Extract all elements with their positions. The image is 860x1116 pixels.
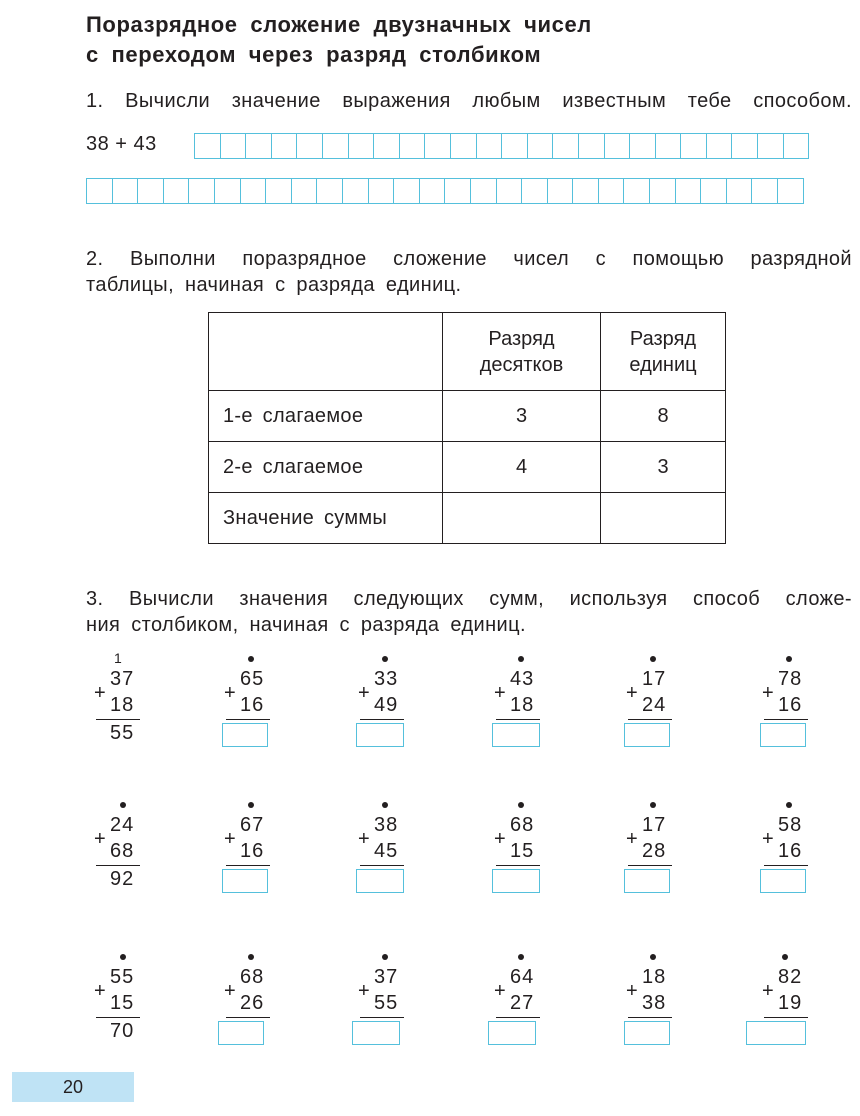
answer-box[interactable]	[760, 723, 806, 747]
sum-line	[360, 1017, 404, 1018]
answer-box[interactable]	[218, 1021, 264, 1045]
addition-problem	[222, 954, 312, 1064]
plus-sign: +	[224, 980, 236, 1002]
grid-cell[interactable]	[400, 134, 426, 158]
plus-sign: +	[494, 682, 506, 704]
sum-line	[764, 1017, 808, 1018]
answer-box[interactable]	[356, 723, 404, 747]
plus-sign: +	[358, 980, 370, 1002]
answer-box[interactable]	[624, 1021, 670, 1045]
grid-cell[interactable]	[681, 134, 707, 158]
carry-dot	[786, 802, 792, 808]
grid-cell[interactable]	[394, 179, 420, 203]
first-addend: 18	[642, 966, 667, 988]
answer-box[interactable]	[356, 869, 404, 893]
addition-problem	[492, 802, 582, 912]
carry-dot	[248, 802, 254, 808]
answer-grid-row-1[interactable]	[194, 133, 809, 159]
carry-dot	[248, 656, 254, 662]
row-label: Значение суммы	[209, 493, 443, 544]
grid-cell[interactable]	[445, 179, 471, 203]
grid-cell[interactable]	[420, 179, 446, 203]
answer-box[interactable]	[352, 1021, 400, 1045]
grid-cell[interactable]	[266, 179, 292, 203]
grid-cell[interactable]	[624, 179, 650, 203]
page-title	[86, 10, 846, 70]
grid-cell[interactable]	[676, 179, 702, 203]
carry-dot	[518, 802, 524, 808]
first-addend: 33	[374, 668, 399, 690]
first-addend: 65	[240, 668, 265, 690]
sum-line	[764, 719, 808, 720]
second-addend: 26	[240, 992, 265, 1014]
grid-cell[interactable]	[374, 134, 400, 158]
table-header-units: Разряд единиц	[601, 313, 726, 391]
carry-dot	[382, 656, 388, 662]
grid-cell[interactable]	[732, 134, 758, 158]
grid-cell[interactable]	[292, 179, 318, 203]
second-addend: 16	[240, 694, 265, 716]
grid-cell[interactable]	[784, 134, 810, 158]
addition-problem	[624, 656, 714, 766]
grid-cell[interactable]	[195, 134, 221, 158]
answer-box[interactable]	[222, 723, 268, 747]
addition-problem	[492, 656, 582, 766]
answer-box[interactable]	[624, 723, 670, 747]
table-row	[209, 493, 726, 544]
table-row	[209, 391, 726, 442]
second-addend: 16	[778, 694, 803, 716]
first-addend: 68	[240, 966, 265, 988]
second-addend: 19	[778, 992, 803, 1014]
sum-line	[496, 1017, 540, 1018]
sum-line	[226, 719, 270, 720]
carry-dot	[382, 802, 388, 808]
second-addend: 49	[374, 694, 399, 716]
carry-dot	[650, 656, 656, 662]
carry-dot	[650, 954, 656, 960]
sum-line	[96, 1017, 140, 1018]
task-2-text: 2. Выполни поразрядное сложение чисел с помощью разрядной таблицы, начиная с разряда единиц.	[86, 248, 852, 296]
row-label: 1-е слагаемое	[209, 391, 443, 442]
grid-cell[interactable]	[241, 179, 267, 203]
answer-box[interactable]	[492, 723, 540, 747]
grid-cell[interactable]	[528, 134, 554, 158]
grid-cell[interactable]	[425, 134, 451, 158]
plus-sign: +	[94, 828, 106, 850]
grid-cell[interactable]	[701, 179, 727, 203]
first-addend: 17	[642, 668, 667, 690]
grid-cell[interactable]	[579, 134, 605, 158]
sum-units-cell[interactable]	[601, 493, 726, 544]
grid-cell[interactable]	[246, 134, 272, 158]
answer-box[interactable]	[222, 869, 268, 893]
sum-result: 70	[110, 1020, 135, 1042]
answer-box[interactable]	[488, 1021, 536, 1045]
units-cell: 3	[601, 442, 726, 493]
grid-cell[interactable]	[215, 179, 241, 203]
grid-cell[interactable]	[221, 134, 247, 158]
grid-cell[interactable]	[727, 179, 753, 203]
sum-line	[628, 865, 672, 866]
second-addend: 15	[110, 992, 135, 1014]
addition-problem	[92, 802, 182, 912]
first-addend: 78	[778, 668, 803, 690]
grid-cell[interactable]	[297, 134, 323, 158]
second-addend: 55	[374, 992, 399, 1014]
grid-cell[interactable]	[599, 179, 625, 203]
tens-cell: 3	[443, 391, 601, 442]
grid-cell[interactable]	[451, 134, 477, 158]
sum-tens-cell[interactable]	[443, 493, 601, 544]
second-addend: 68	[110, 840, 135, 862]
grid-cell[interactable]	[317, 179, 343, 203]
plus-sign: +	[224, 682, 236, 704]
addition-problem	[760, 656, 850, 766]
title-line-1: Поразрядное сложение двузначных чисел	[86, 12, 592, 37]
second-addend: 18	[510, 694, 535, 716]
task-1-text: 1. Вычисли значение выражения любым известным тебе способом.	[86, 90, 852, 112]
sum-line	[96, 719, 140, 720]
first-addend: 37	[110, 668, 135, 690]
grid-cell[interactable]	[630, 134, 656, 158]
second-addend: 16	[778, 840, 803, 862]
carry-dot	[120, 802, 126, 808]
grid-cell[interactable]	[605, 134, 631, 158]
addition-problem	[760, 802, 850, 912]
second-addend: 38	[642, 992, 667, 1014]
task-3-text: 3. Вычисли значения следующих сумм, используя способ сложе- ния столбиком, начиная с разряда единиц.	[86, 588, 852, 636]
addition-problem	[356, 954, 446, 1064]
addition-problem	[222, 802, 312, 912]
addition-problem	[624, 954, 714, 1064]
grid-cell[interactable]	[272, 134, 298, 158]
plus-sign: +	[626, 980, 638, 1002]
first-addend: 82	[778, 966, 803, 988]
plus-sign: +	[626, 828, 638, 850]
grid-cell[interactable]	[471, 179, 497, 203]
sum-line	[628, 719, 672, 720]
second-addend: 45	[374, 840, 399, 862]
plus-sign: +	[762, 828, 774, 850]
first-addend: 24	[110, 814, 135, 836]
first-addend: 67	[240, 814, 265, 836]
grid-cell[interactable]	[138, 179, 164, 203]
sum-line	[226, 1017, 270, 1018]
plus-sign: +	[494, 828, 506, 850]
grid-cell[interactable]	[650, 179, 676, 203]
units-cell: 8	[601, 391, 726, 442]
first-addend: 64	[510, 966, 535, 988]
addition-problem	[760, 954, 850, 1064]
first-addend: 38	[374, 814, 399, 836]
page-number: 20	[12, 1072, 134, 1102]
row-label: 2-е слагаемое	[209, 442, 443, 493]
grid-cell[interactable]	[477, 134, 503, 158]
first-addend: 58	[778, 814, 803, 836]
carry-dot	[248, 954, 254, 960]
second-addend: 28	[642, 840, 667, 862]
place-value-table	[208, 312, 726, 544]
addition-problem	[624, 802, 714, 912]
second-addend: 16	[240, 840, 265, 862]
addition-problem	[92, 954, 182, 1064]
sum-line	[496, 719, 540, 720]
grid-cell[interactable]	[87, 179, 113, 203]
grid-cell[interactable]	[369, 179, 395, 203]
grid-cell[interactable]	[707, 134, 733, 158]
answer-box[interactable]	[760, 869, 806, 893]
sum-result: 92	[110, 868, 135, 890]
addition-problem	[222, 656, 312, 766]
grid-cell[interactable]	[548, 179, 574, 203]
second-addend: 18	[110, 694, 135, 716]
carry-dot	[786, 656, 792, 662]
plus-sign: +	[224, 828, 236, 850]
grid-cell[interactable]	[497, 179, 523, 203]
table-row	[209, 442, 726, 493]
first-addend: 43	[510, 668, 535, 690]
grid-cell[interactable]	[343, 179, 369, 203]
carry-dot	[518, 656, 524, 662]
plus-sign: +	[358, 828, 370, 850]
first-addend: 68	[510, 814, 535, 836]
plus-sign: +	[626, 682, 638, 704]
answer-box[interactable]	[492, 869, 540, 893]
tens-cell: 4	[443, 442, 601, 493]
sum-result: 55	[110, 722, 135, 744]
sum-line	[360, 865, 404, 866]
title-line-2: с переходом через разряд столбиком	[86, 42, 542, 67]
carry-dot	[518, 954, 524, 960]
grid-cell[interactable]	[778, 179, 804, 203]
carry-dot	[382, 954, 388, 960]
grid-cell[interactable]	[349, 134, 375, 158]
grid-cell[interactable]	[656, 134, 682, 158]
sum-line	[628, 1017, 672, 1018]
task-1-expression: 38 + 43	[86, 133, 157, 155]
answer-box[interactable]	[624, 869, 670, 893]
addition-problem	[356, 656, 446, 766]
grid-cell[interactable]	[164, 179, 190, 203]
grid-cell[interactable]	[573, 179, 599, 203]
grid-cell[interactable]	[502, 134, 528, 158]
first-addend: 55	[110, 966, 135, 988]
plus-sign: +	[94, 682, 106, 704]
table-header-tens: Разряд десятков	[443, 313, 601, 391]
grid-cell[interactable]	[522, 179, 548, 203]
plus-sign: +	[762, 980, 774, 1002]
sum-line	[96, 865, 140, 866]
table-header-row	[209, 313, 726, 391]
addition-problem	[92, 650, 182, 766]
grid-cell[interactable]	[752, 179, 778, 203]
grid-cell[interactable]	[553, 134, 579, 158]
grid-cell[interactable]	[189, 179, 215, 203]
second-addend: 24	[642, 694, 667, 716]
plus-sign: +	[358, 682, 370, 704]
sum-line	[226, 865, 270, 866]
carry-dot	[782, 954, 788, 960]
answer-box[interactable]	[746, 1021, 806, 1045]
grid-cell[interactable]	[758, 134, 784, 158]
table-header-empty	[209, 313, 443, 391]
answer-grid-row-2[interactable]	[86, 178, 804, 204]
carry-dot	[120, 954, 126, 960]
grid-cell[interactable]	[323, 134, 349, 158]
carry-dot	[650, 802, 656, 808]
addition-problem	[356, 802, 446, 912]
plus-sign: +	[494, 980, 506, 1002]
sum-line	[360, 719, 404, 720]
sum-line	[764, 865, 808, 866]
second-addend: 15	[510, 840, 535, 862]
first-addend: 37	[374, 966, 399, 988]
sum-line	[496, 865, 540, 866]
second-addend: 27	[510, 992, 535, 1014]
addition-problem	[492, 954, 582, 1064]
first-addend: 17	[642, 814, 667, 836]
plus-sign: +	[94, 980, 106, 1002]
carry-digit: 1	[114, 650, 122, 666]
plus-sign: +	[762, 682, 774, 704]
grid-cell[interactable]	[113, 179, 139, 203]
